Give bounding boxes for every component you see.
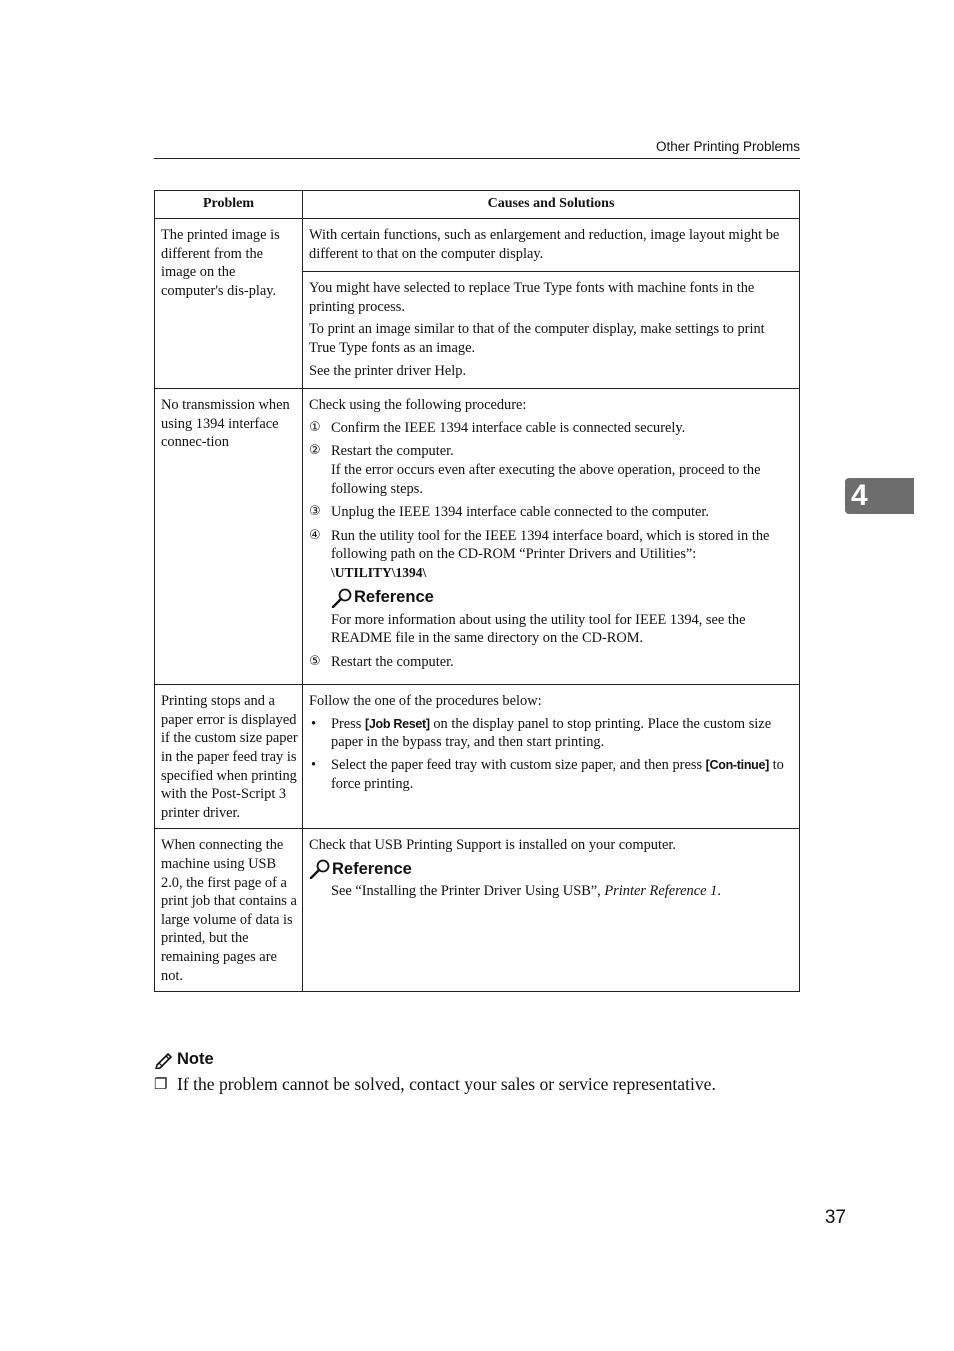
note-section [154,1050,854,1095]
folder-path: \UTILITY\1394\ [331,564,427,580]
step-text: Restart the computer. [331,653,454,670]
step-number: ⑤ [309,653,321,669]
page-number: 37 [824,1207,846,1228]
solution-intro: Check that USB Printing Support is installed on your computer. [309,837,676,854]
column-header-problem: Problem [155,191,303,219]
step-number: ④ [309,527,321,543]
solution-cell [303,272,800,389]
checkbox-icon: ❐ [154,1075,168,1093]
reference-text [309,882,793,901]
procedure-step [309,503,793,522]
reference-text-part: . [717,883,721,900]
reference-block [309,588,793,648]
bullet-item [309,715,793,752]
step-text: Restart the computer. [331,443,454,460]
header-rule [154,158,800,159]
solution-text: To print an image similar to that of the computer display, make settings to print True Type fonts as an image. [309,321,765,356]
procedure-step [309,527,793,583]
solution-text: You might have selected to replace True Type fonts with machine fonts in the printing process. [309,280,755,315]
continue-key-label: [Con-tinue] [705,758,770,773]
table-row [155,389,800,685]
table-header-row [155,191,800,219]
note-item [154,1073,854,1095]
reference-heading [309,859,793,879]
table-row [155,219,800,272]
problem-cell: When connecting the machine using USB 2.0, the first page of a print job that contains a large volume of data is printed, but the remaining pages are not. [155,829,303,992]
magnifier-icon [309,859,331,879]
bullet-text-part: Press [331,715,365,732]
reference-title: Reference [354,588,434,607]
solution-cell [303,829,800,992]
procedure-step [309,442,793,498]
bullet-item [309,756,793,793]
note-text: If the problem cannot be solved, contact your sales or service representative. [177,1074,716,1094]
bullet-text-part: to force printing. [331,757,784,792]
note-title: Note [177,1050,214,1068]
pencil-icon [154,1051,174,1069]
table-row [155,685,800,829]
step-text: Run the utility tool for the IEEE 1394 interface board, which is stored in the following path on the CD-ROM “Printer Drivers and Utilities”: [331,527,770,563]
manual-title: Printer Reference 1 [604,883,718,900]
solution-cell [303,389,800,685]
bullet-icon: • [311,757,317,774]
step-extra-text: If the error occurs even after executing the above operation, proceed to the following steps. [331,461,761,497]
column-header-solutions: Causes and Solutions [303,191,800,219]
magnifier-icon [331,588,353,608]
reference-text: For more information about using the utility tool for IEEE 1394, see the README file in the same directory on the CD-ROM. [331,611,746,647]
problem-cell: No transmission when using 1394 interface connec-tion [155,389,303,685]
procedure-step [309,419,793,438]
step-text-block [331,442,793,498]
table-row [155,829,800,992]
reference-text-part: See “Installing the Printer Driver Using USB”, [331,883,605,900]
troubleshooting-table [154,190,800,992]
procedure-step [309,653,793,672]
solution-text: See the printer driver Help. [309,362,467,379]
step-number: ③ [309,504,321,520]
reference-title: Reference [332,859,412,878]
bullet-text [331,715,793,752]
bullet-text [331,756,793,793]
solution-cell [303,685,800,829]
step-text: Unplug the IEEE 1394 interface cable connected to the computer. [331,504,710,521]
step-text: Confirm the IEEE 1394 interface cable is connected securely. [331,419,686,436]
running-header: Other Printing Problems [655,139,800,154]
bullet-text-part: on the display panel to stop printing. Place the custom size paper in the bypass tray, and then start printing. [331,715,772,751]
reference-heading [331,588,793,608]
chapter-tab [845,478,914,514]
solution-intro: Check using the following procedure: [309,397,527,414]
solution-text: With certain functions, such as enlargement and reduction, image layout might be different to that on the computer display. [309,227,780,262]
step-number: ① [309,419,321,435]
step-number: ② [309,443,321,459]
solution-intro: Follow the one of the procedures below: [309,693,542,710]
note-heading [154,1050,854,1069]
bullet-text-part: Select the paper feed tray with custom size paper, and then press [331,757,706,774]
chapter-number: 4 [851,479,868,512]
solution-cell [303,219,800,272]
job-reset-key-label: [Job Reset] [364,716,430,731]
bullet-icon: • [311,715,317,732]
problem-cell: The printed image is different from the image on the computer's dis-play. [155,219,303,389]
problem-cell: Printing stops and a paper error is displayed if the custom size paper in the paper feed tray is specified when printing with the Post-Script 3 printer driver. [155,685,303,829]
step-text-block [331,527,793,583]
